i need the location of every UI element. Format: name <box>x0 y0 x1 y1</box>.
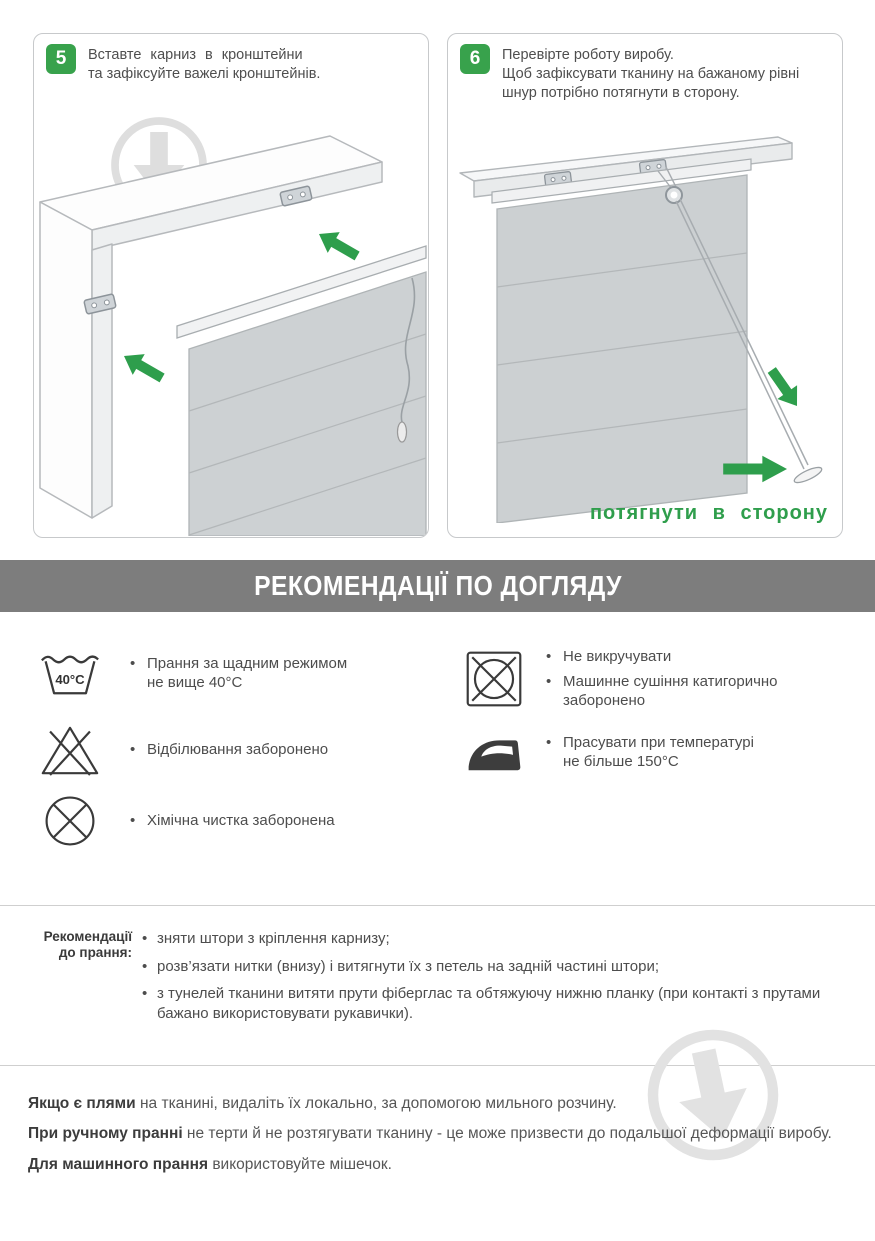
step-6-number-badge: 6 <box>460 44 490 74</box>
blind-illustration <box>492 159 751 523</box>
washing-recs-label: Рекомендації до прання: <box>43 929 132 961</box>
note-hand-wash: При ручному пранні не терти й не розтягувати тканину - це може призвести до подальшої деформації виробу. <box>28 1125 832 1143</box>
step-6-header <box>448 34 842 103</box>
care-text-dryclean: • Хімічна чистка заборонена <box>130 812 335 831</box>
list-item: • з тунелей тканини витяти прути фіберглас та обтяжуючу нижню планку (при контакті з прутами бажано використовувати рукавички). <box>142 984 854 1023</box>
care-row-wash <box>38 648 347 699</box>
wash-temp-label: 40°C <box>55 671 85 687</box>
note-stains: Якщо є плями на тканині, видаліть їх локально, за допомогою мильного розчину. <box>28 1095 617 1112</box>
note-machine-wash: Для машинного прання використовуйте мішечок. <box>28 1155 392 1173</box>
step-6-text-line1: Перевірте роботу виробу. <box>502 47 674 63</box>
green-arrow-icon <box>118 346 168 389</box>
no-wring-icon <box>462 650 526 708</box>
care-banner-title: РЕКОМЕНДАЦІЇ ПО ДОГЛЯДУ <box>253 570 622 601</box>
care-banner <box>0 560 875 612</box>
iron-icon <box>462 732 526 774</box>
step-6-illustration <box>448 131 842 523</box>
green-arrow-icon <box>313 224 363 267</box>
bottom-notes <box>28 1094 848 1185</box>
no-bleach-icon <box>38 724 102 777</box>
cord-handle <box>398 422 407 442</box>
pull-aside-annotation: потягнути в сторону <box>589 502 828 524</box>
step-5-panel <box>33 33 429 538</box>
cord-handle <box>793 465 824 486</box>
step-5-header <box>34 34 428 84</box>
divider-line <box>0 905 875 906</box>
care-row-bleach <box>38 724 328 777</box>
care-row-wring <box>462 648 778 710</box>
care-text-wash: • Прання за щадним режимом не вище 40°С <box>130 655 347 693</box>
step-5-text-line2: та зафіксуйте важелі кронштейнів. <box>88 66 321 83</box>
green-arrow-icon <box>762 363 807 413</box>
care-text-wring: • Не викручувати • Машинне сушіння катигорично заборонено <box>546 648 778 710</box>
no-dry-clean-icon <box>38 794 102 848</box>
care-row-dryclean <box>38 794 335 848</box>
care-text-bleach: • Відбілювання заборонено <box>130 741 328 760</box>
care-text-iron: • Прасувати при температурі не більше 150°С <box>546 734 754 772</box>
step-6-panel <box>447 33 843 538</box>
step-5-number-badge: 5 <box>46 44 76 74</box>
step-5-text-line1: Вставте карниз в кронштейни <box>88 47 303 63</box>
step-5-illustration <box>34 106 428 536</box>
list-item: • розв’язати нитки (внизу) і витягнути їх з петель на задній частині штори; <box>142 957 854 977</box>
list-item: • зняти штори з кріплення карнизу; <box>142 929 854 949</box>
step-6-text-line2: Щоб зафіксувати тканину на бажаному рівні <box>502 66 800 83</box>
step-5-text <box>88 44 320 84</box>
care-row-iron <box>462 732 754 774</box>
wash-40-icon <box>38 648 102 699</box>
step-6-text <box>502 44 799 103</box>
blind-illustration <box>177 246 426 536</box>
step-6-text-line3: шнур потрібно потягнути в сторону. <box>502 85 740 102</box>
